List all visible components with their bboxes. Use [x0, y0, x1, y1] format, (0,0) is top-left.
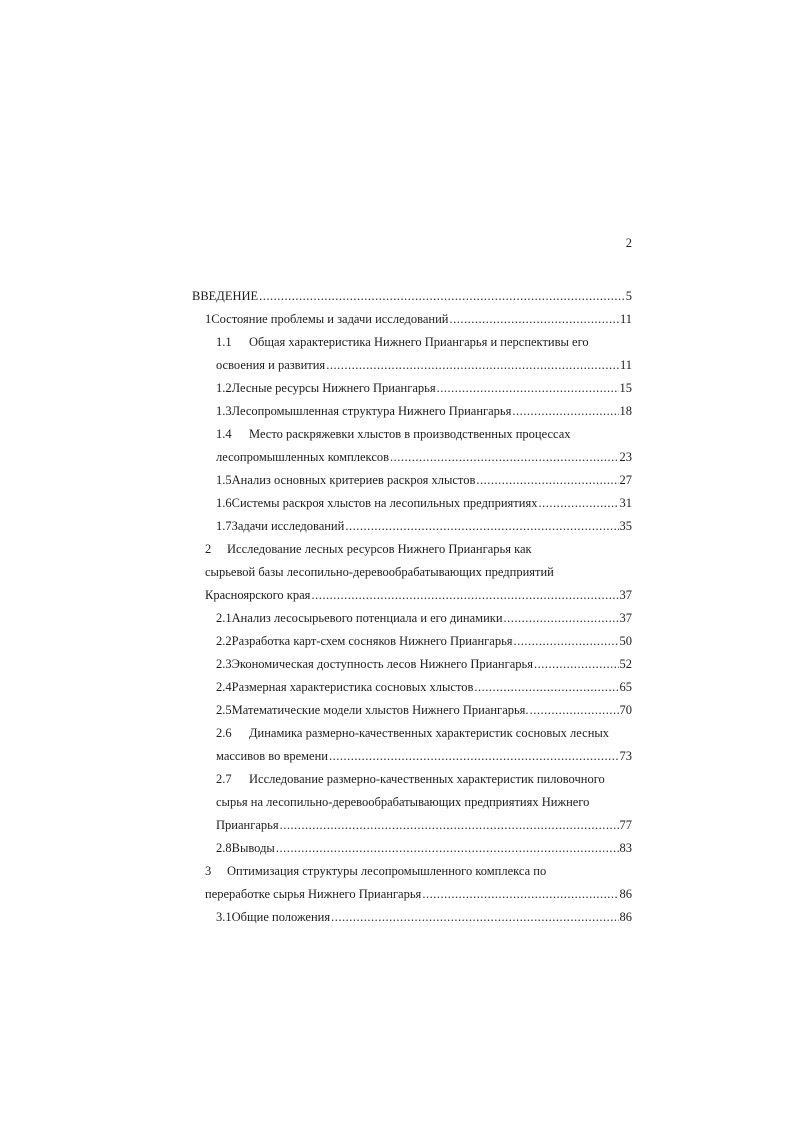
toc-title-cont: Приангарья	[216, 818, 279, 832]
toc-page: 11	[619, 358, 632, 372]
toc-title: Выводы	[231, 841, 275, 855]
toc-entry-chapter-2-line2	[205, 564, 632, 580]
toc-number: 1	[205, 312, 212, 326]
toc-entry-1-1-line1	[216, 334, 632, 350]
toc-entry-1-2	[216, 380, 632, 396]
toc-title-cont: переработке сырья Нижнего Приангарья	[205, 887, 422, 901]
toc-page: 73	[619, 749, 632, 763]
toc-page: 23	[619, 450, 632, 464]
toc-entry-chapter-2-line1	[205, 541, 632, 557]
toc-title: Оптимизация структуры лесопромышленного комплекса по	[227, 864, 547, 878]
toc-entry-chapter-3-line2	[205, 886, 632, 902]
toc-number: 1.7	[216, 519, 232, 533]
toc-title: Динамика размерно-качественных характеристик сосновых лесных	[249, 726, 610, 740]
toc-entry-1-6	[216, 495, 632, 511]
toc-title: Разработка карт-схем сосняков Нижнего Приангарья	[231, 634, 513, 648]
toc-title-cont: сырья на лесопильно-деревообрабатывающих предприятиях Нижнего	[216, 795, 590, 809]
toc-entry-2-3	[216, 656, 632, 672]
toc-title: Задачи исследований	[231, 519, 345, 533]
toc-leader	[345, 518, 618, 534]
toc-page: 5	[625, 289, 632, 303]
toc-title: Размерная характеристика сосновых хлыстов	[231, 680, 474, 694]
toc-title-cont: массивов во времени	[216, 749, 328, 763]
toc-leader	[329, 748, 619, 764]
toc-title: Место раскряжевки хлыстов в производственных процессах	[249, 427, 571, 441]
toc-title-cont: лесопромышленных комплексов	[216, 450, 390, 464]
toc-page: 83	[619, 841, 632, 855]
toc-number: 1.1	[216, 335, 232, 349]
toc-entry-2-8	[216, 840, 632, 856]
toc-number: 3.1	[216, 910, 232, 924]
toc-entry-2-7-line2	[216, 794, 632, 810]
page-number: 2	[625, 236, 632, 250]
toc-title-cont: освоения и развития	[216, 358, 326, 372]
toc-entry-1-4-line1	[216, 426, 632, 442]
toc-leader	[504, 610, 619, 626]
toc-page: 70	[619, 703, 632, 717]
toc-number: 2.5	[216, 703, 232, 717]
toc-title: Анализ лесосырьевого потенциала и его динамики	[231, 611, 503, 625]
toc-leader	[437, 380, 619, 396]
toc-number: 2.3	[216, 657, 232, 671]
toc-page: 15	[619, 381, 632, 395]
toc-number: 2	[205, 542, 212, 556]
toc-entry-1-7	[216, 518, 632, 534]
toc-entry-3-1	[216, 909, 632, 925]
toc-entry-2-6-line1	[216, 725, 632, 741]
toc-page: 31	[619, 496, 632, 510]
toc-entry-2-6-line2	[216, 748, 632, 764]
toc-title: ВВЕДЕНИЕ	[192, 289, 259, 303]
toc-title: Анализ основных критериев раскроя хлыстов	[231, 473, 476, 487]
toc-title: Исследование размерно-качественных характеристик пиловочного	[249, 772, 605, 786]
toc-page: 86	[619, 887, 632, 901]
toc-leader	[534, 656, 619, 672]
toc-entry-1-3	[216, 403, 632, 419]
toc-number: 1.3	[216, 404, 232, 418]
toc-number: 2.8	[216, 841, 232, 855]
toc-entry-2-7-line1	[216, 771, 632, 787]
toc-page: 11	[619, 312, 632, 326]
toc-entry-chapter-2-line3	[205, 587, 632, 603]
toc-entry-chapter-3-line1	[205, 863, 632, 879]
toc-title: Системы раскроя хлыстов на лесопильных предприятиях	[231, 496, 538, 510]
toc-number: 1.2	[216, 381, 232, 395]
toc-page: 52	[619, 657, 632, 671]
toc-page: 37	[619, 588, 632, 602]
toc-entry-2-1	[216, 610, 632, 626]
toc-leader	[280, 817, 619, 833]
toc-leader	[538, 495, 618, 511]
toc-leader	[311, 587, 618, 603]
toc-number: 2.7	[216, 772, 232, 786]
toc-title: Экономическая доступность лесов Нижнего Приангарья	[231, 657, 533, 671]
toc-entry-2-4	[216, 679, 632, 695]
toc-leader	[331, 909, 618, 925]
toc-number: 2.2	[216, 634, 232, 648]
toc-leader	[514, 633, 619, 649]
toc-number: 1.5	[216, 473, 232, 487]
toc-page: 37	[619, 611, 632, 625]
toc-entry-chapter-1	[205, 311, 632, 327]
toc-entry-2-7-line3	[216, 817, 632, 833]
toc-page: 65	[619, 680, 632, 694]
toc-page: 77	[619, 818, 632, 832]
toc-title: Математические модели хлыстов Нижнего Приангарья.	[231, 703, 529, 717]
toc-page: 50	[619, 634, 632, 648]
toc-leader	[474, 679, 618, 695]
toc-number: 2.6	[216, 726, 232, 740]
toc-leader	[259, 288, 625, 304]
toc-title: Состояние проблемы и задачи исследований	[211, 312, 449, 326]
toc-title: Лесопромышленная структура Нижнего Приангарья	[231, 404, 512, 418]
toc-entry-intro	[192, 288, 632, 304]
toc-title: Лесные ресурсы Нижнего Приангарья	[231, 381, 436, 395]
toc-leader	[276, 840, 619, 856]
toc-title: Общие положения	[231, 910, 331, 924]
toc-entry-1-1-line2	[216, 357, 632, 373]
toc-number: 1.4	[216, 427, 232, 441]
toc-leader	[422, 886, 618, 902]
toc-page: 27	[619, 473, 632, 487]
toc-title-cont: Красноярского края	[205, 588, 311, 602]
toc-number: 2.1	[216, 611, 232, 625]
toc-entry-2-2	[216, 633, 632, 649]
toc-title: Исследование лесных ресурсов Нижнего Приангарья как	[227, 542, 532, 556]
toc-leader	[530, 702, 619, 718]
toc-entry-2-5	[216, 702, 632, 718]
toc-entry-1-4-line2	[216, 449, 632, 465]
toc-leader	[476, 472, 618, 488]
toc-page: 86	[619, 910, 632, 924]
toc-page: 35	[619, 519, 632, 533]
toc-leader	[449, 311, 619, 327]
toc-page: 18	[619, 404, 632, 418]
toc-leader	[390, 449, 618, 465]
toc-entry-1-5	[216, 472, 632, 488]
toc-number: 2.4	[216, 680, 232, 694]
toc-title-cont: сырьевой базы лесопильно-деревообрабатывающих предприятий	[205, 565, 554, 579]
toc-title: Общая характеристика Нижнего Приангарья и перспективы его	[249, 335, 589, 349]
toc-leader	[512, 403, 618, 419]
toc-number: 1.6	[216, 496, 232, 510]
toc-leader	[326, 357, 619, 373]
toc-number: 3	[205, 864, 212, 878]
